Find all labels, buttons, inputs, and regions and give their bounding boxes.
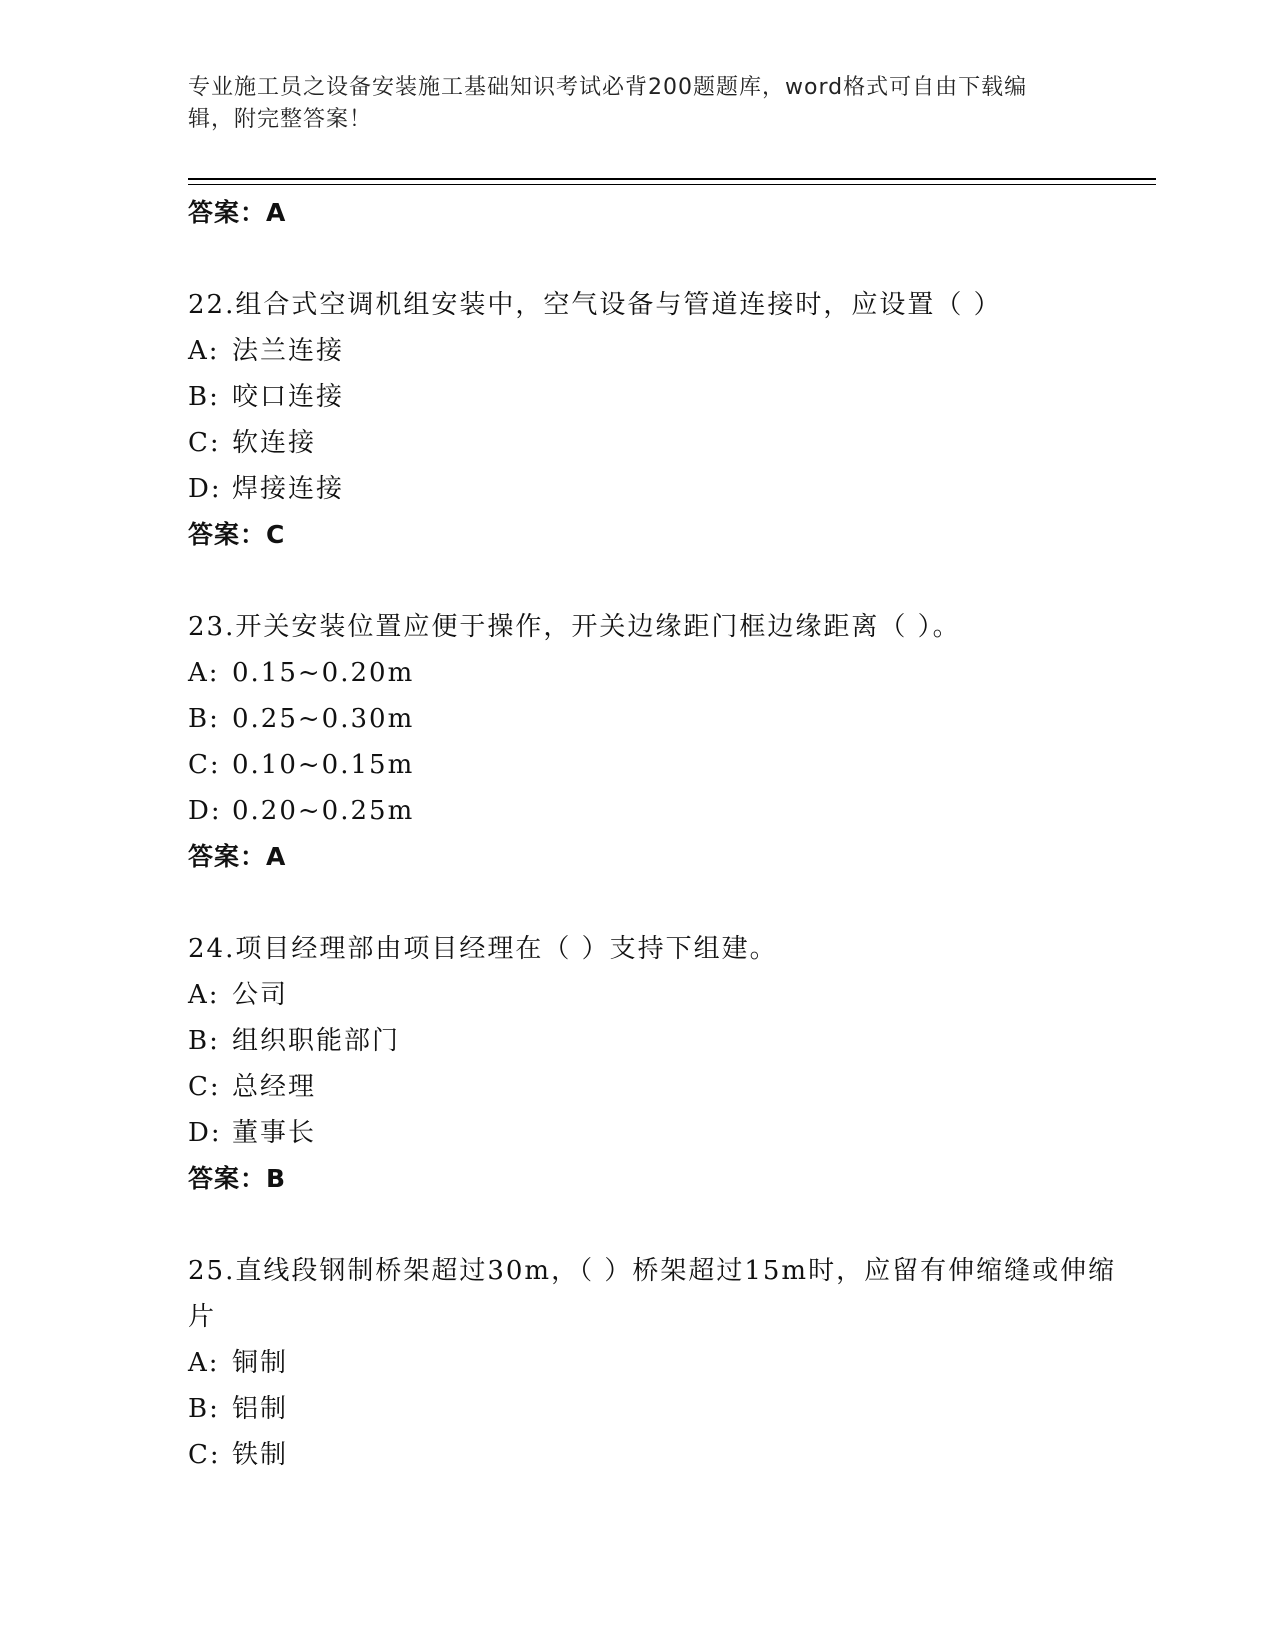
option-text: 铁制 <box>232 1440 289 1470</box>
option-d <box>188 466 1118 512</box>
option-a <box>188 1340 1118 1386</box>
answer-line: 答案：B <box>188 1164 287 1193</box>
spacer <box>188 1202 1118 1248</box>
question-block <box>188 604 1118 880</box>
option-text: 法兰连接 <box>232 336 345 366</box>
option-b <box>188 374 1118 420</box>
option-letter: C: <box>188 1440 221 1470</box>
question-block <box>188 926 1118 1202</box>
answer-line: 答案：C <box>188 520 286 549</box>
document-header: 专业施工员之设备安装施工基础知识考试必背200题题库，word格式可自由下载编辑，附完整答案！ <box>188 75 1028 132</box>
question-stem: 22.组合式空调机组安装中，空气设备与管道连接时，应设置（ ） <box>188 290 1002 320</box>
option-text: 铝制 <box>232 1394 289 1424</box>
option-b <box>188 1386 1118 1432</box>
option-text: 董事长 <box>232 1118 317 1148</box>
option-a <box>188 972 1118 1018</box>
header-rule-thin <box>188 184 1156 185</box>
option-c <box>188 1064 1118 1110</box>
option-b <box>188 696 1118 742</box>
option-text: 0.25~0.30m <box>232 704 415 734</box>
option-text: 总经理 <box>232 1072 317 1102</box>
option-text: 软连接 <box>232 428 317 458</box>
question-stem: 23.开关安装位置应便于操作，开关边缘距门框边缘距离（ ）。 <box>188 612 961 642</box>
header-rule-thick <box>188 178 1156 180</box>
option-a <box>188 328 1118 374</box>
option-letter: C: <box>188 750 221 780</box>
question-stem: 25.直线段钢制桥架超过30m，（ ）桥架超过15m时，应留有伸缩缝或伸缩片 <box>188 1256 1117 1332</box>
option-text: 公司 <box>232 980 289 1010</box>
option-b <box>188 1018 1118 1064</box>
option-c <box>188 1432 1118 1478</box>
answer-line: 答案：A <box>188 198 287 227</box>
option-letter: C: <box>188 1072 221 1102</box>
question-block <box>188 282 1118 558</box>
option-text: 组织职能部门 <box>232 1026 401 1056</box>
option-text: 咬口连接 <box>232 382 345 412</box>
spacer <box>188 558 1118 604</box>
option-text: 0.10~0.15m <box>232 750 415 780</box>
option-letter: D: <box>188 474 222 504</box>
option-c <box>188 742 1118 788</box>
option-a <box>188 650 1118 696</box>
option-letter: D: <box>188 1118 222 1148</box>
option-letter: D: <box>188 796 222 826</box>
option-text: 铜制 <box>232 1348 289 1378</box>
question-stem: 24.项目经理部由项目经理在（ ）支持下组建。 <box>188 934 778 964</box>
question-block <box>188 1248 1118 1478</box>
option-letter: C: <box>188 428 221 458</box>
option-letter: B: <box>188 1026 220 1056</box>
option-letter: A: <box>188 336 220 366</box>
spacer <box>188 236 1118 282</box>
question-list <box>188 190 1118 1478</box>
option-letter: A: <box>188 1348 220 1378</box>
option-text: 0.20~0.25m <box>232 796 415 826</box>
option-d <box>188 788 1118 834</box>
option-text: 焊接连接 <box>232 474 345 504</box>
option-d <box>188 1110 1118 1156</box>
option-letter: B: <box>188 1394 220 1424</box>
option-letter: A: <box>188 980 220 1010</box>
option-text: 0.15~0.20m <box>232 658 415 688</box>
option-letter: B: <box>188 382 220 412</box>
answer-line: 答案：A <box>188 842 287 871</box>
option-c <box>188 420 1118 466</box>
option-letter: A: <box>188 658 220 688</box>
option-letter: B: <box>188 704 220 734</box>
spacer <box>188 880 1118 926</box>
